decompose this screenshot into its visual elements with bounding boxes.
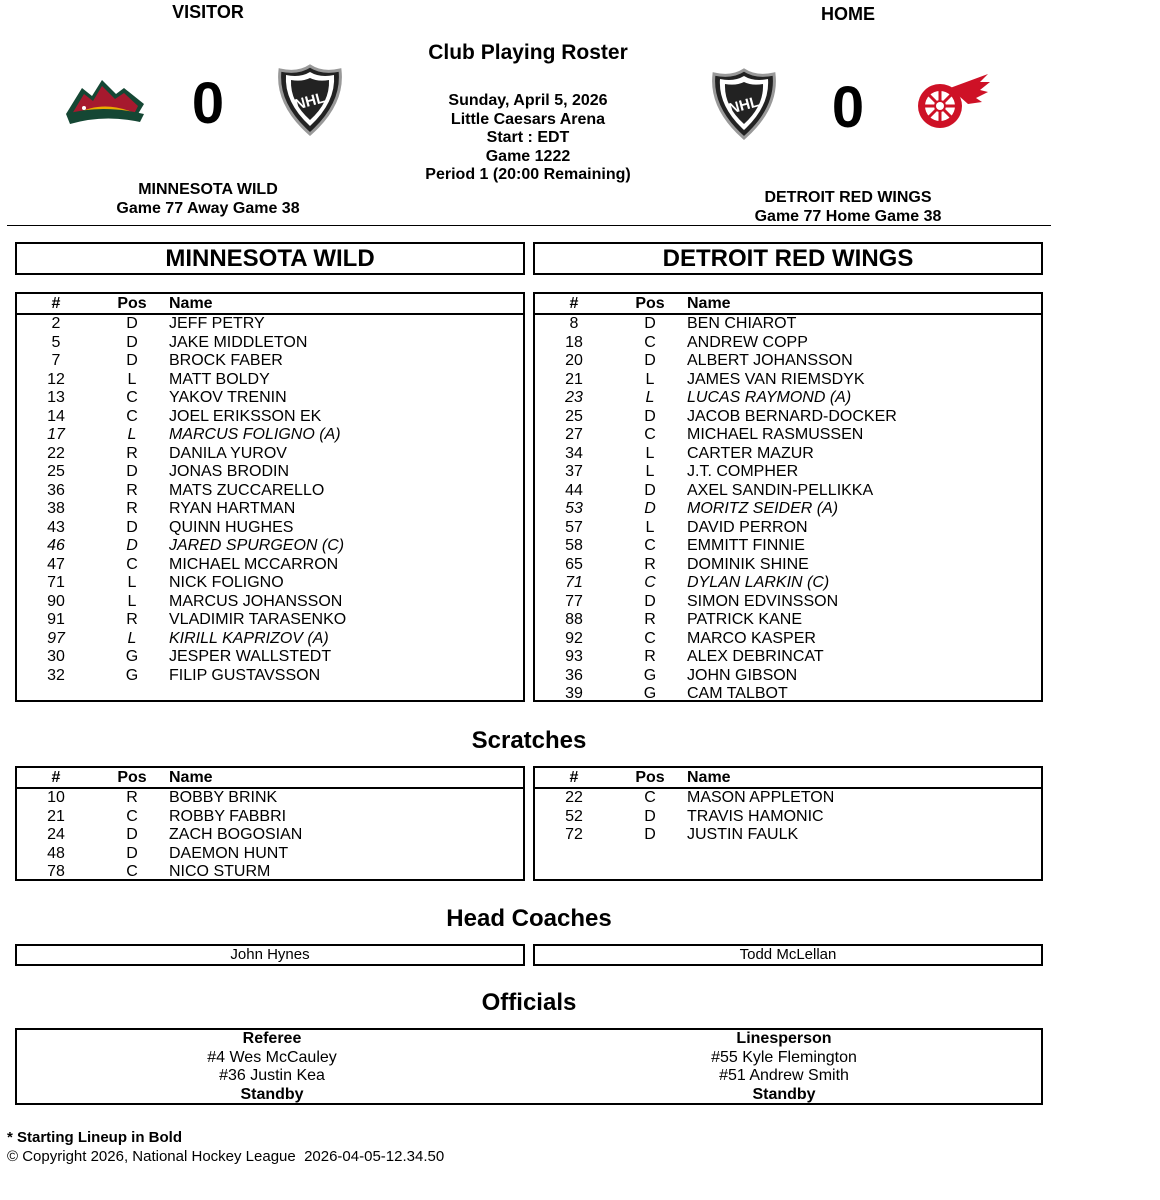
number-header: # [51,295,61,312]
player-name: JAMES VAN RIEMSDYK [687,370,865,388]
page-title: Club Playing Roster [428,41,628,64]
visitor-team-info [78,180,338,218]
player-number: 44 [565,481,583,499]
table-row [535,826,1041,845]
player-position: R [126,444,138,462]
player-position: D [126,537,138,554]
table-row [535,685,1041,704]
home-score: 0 [831,75,865,140]
detroit-red-wings-logo [910,70,992,132]
player-name: ALEX DEBRINCAT [687,648,824,665]
table-row [17,463,523,482]
number-header: # [569,295,579,312]
player-name: DYLAN LARKIN (C) [687,574,830,591]
table-row [17,845,523,864]
linesperson-standby-label: Standby [752,1085,816,1103]
table-row [17,630,523,649]
name-header: Name [687,295,731,312]
officials-table [15,1028,1043,1105]
visitor-team-name: MINNESOTA WILD [138,181,278,198]
starting-lineup-note: * Starting Lineup in Bold [7,1129,182,1146]
player-position: D [644,315,656,332]
player-name: JEFF PETRY [169,315,265,332]
player-name: DOMINIK SHINE [687,555,809,573]
game-date: Sunday, April 5, 2026 [448,92,608,109]
player-name: JONAS BRODIN [169,463,290,480]
player-name: CARTER MAZUR [687,444,814,462]
player-name: MICHAEL RASMUSSEN [687,426,864,443]
visitor-score: 0 [191,71,225,136]
visitor-scratch-rows [17,789,523,882]
player-number: 37 [565,463,583,480]
player-number: 90 [47,592,65,610]
position-header: Pos [635,769,665,786]
home-team-info [718,188,978,226]
officials-title: Officials [481,989,577,1016]
player-name: PATRICK KANE [687,611,802,628]
player-position: D [644,826,656,843]
player-name: QUINN HUGHES [169,518,294,536]
player-number: 10 [47,789,65,806]
table-row [17,789,523,808]
svg-text:NHL: NHL [726,93,761,118]
home-head-coach: Todd McLellan [533,944,1043,966]
table-row [535,630,1041,649]
player-number: 8 [569,315,579,332]
player-number: 14 [47,407,65,425]
player-position: C [126,863,138,880]
player-number: 24 [47,826,65,843]
player-name: LUCAS RAYMOND (A) [687,389,852,406]
home-roster-rows [535,315,1041,704]
player-position: L [645,463,655,480]
player-name: MATT BOLDY [169,370,270,388]
table-row [535,445,1041,464]
player-position: L [645,444,655,462]
table-row [17,315,523,334]
player-name: JOHN GIBSON [687,666,798,684]
nhl-shield-logo [276,64,344,136]
player-name: CAM TALBOT [687,685,788,702]
player-position: D [644,592,656,610]
table-row [17,537,523,556]
player-name: MICHAEL MCCARRON [169,555,339,573]
player-name: JACOB BERNARD-DOCKER [687,407,897,425]
position-header: Pos [635,295,665,312]
number-header: # [569,769,579,786]
table-row [535,648,1041,667]
player-name: KIRILL KAPRIZOV (A) [169,629,329,647]
player-name: JARED SPURGEON (C) [169,537,345,554]
table-row [17,519,523,538]
table-row [17,389,523,408]
game-venue: Little Caesars Arena [450,110,606,128]
player-number: 78 [47,863,65,880]
player-number: 22 [47,444,65,462]
player-number: 53 [565,500,583,517]
player-name: MORITZ SEIDER (A) [687,500,839,517]
copyright: © Copyright 2026, National Hockey League 2026-04-05-12.34.50 [7,1147,445,1165]
player-name: ROBBY FABBRI [169,807,287,825]
player-name: JOEL ERIKSSON EK [169,407,322,425]
player-position: D [126,463,138,480]
player-name: MATS ZUCCARELLO [169,481,325,499]
player-position: L [127,592,137,610]
player-name: AXEL SANDIN-PELLIKKA [687,481,874,499]
table-header [535,294,1041,315]
linesperson-label: Linesperson [736,1030,832,1047]
name-header: Name [687,769,731,786]
table-row [535,315,1041,334]
player-number: 43 [47,518,65,536]
player-number: 34 [565,444,583,462]
player-position: D [126,826,138,843]
player-position: R [126,789,138,806]
player-number: 20 [565,352,583,369]
player-position: R [126,481,138,499]
player-position: G [643,685,657,702]
table-row [535,371,1041,390]
referee-name: #4 Wes McCauley [207,1048,337,1066]
table-header [17,294,523,315]
svg-text:NHL: NHL [292,89,327,114]
player-name: ZACH BOGOSIAN [169,826,303,843]
player-position: R [126,611,138,628]
home-roster-table [533,292,1043,702]
player-position: C [644,333,656,351]
player-name: FILIP GUSTAVSSON [169,666,321,684]
minnesota-wild-logo [62,74,148,128]
player-number: 30 [47,648,65,665]
table-row [535,519,1041,538]
player-number: 21 [565,370,583,388]
player-name: JAKE MIDDLETON [169,333,308,351]
name-header: Name [169,295,213,312]
table-row [535,611,1041,630]
position-header: Pos [117,295,147,312]
player-name: BROCK FABER [169,352,283,369]
player-name: ALBERT JOHANSSON [687,352,853,369]
player-name: MARCUS FOLIGNO (A) [169,426,341,443]
table-row [535,500,1041,519]
player-name: DANILA YUROV [169,444,287,462]
home-game-record: Game 77 Home Game 38 [754,208,942,225]
home-scratch-rows [535,789,1041,845]
visitor-game-record: Game 77 Away Game 38 [116,200,300,217]
player-position: D [644,807,656,825]
linesperson-name: #51 Andrew Smith [719,1067,849,1084]
player-position: C [644,537,656,554]
player-position: L [127,426,137,443]
player-name: J.T. COMPHER [687,463,799,480]
player-position: G [125,648,139,665]
player-number: 36 [565,666,583,684]
player-number: 77 [565,592,583,610]
player-name: SIMON EDVINSSON [687,592,839,610]
name-header: Name [169,769,213,786]
linesperson-name: #55 Kyle Flemington [711,1048,857,1066]
player-position: D [126,352,138,369]
table-row [535,556,1041,575]
table-row [535,789,1041,808]
player-number: 65 [565,555,583,573]
game-number: Game 1222 [485,147,571,165]
home-label: HOME [821,4,875,24]
visitor-roster-table [15,292,525,702]
table-row [17,371,523,390]
table-row [17,808,523,827]
player-position: C [644,574,656,591]
table-header [535,768,1041,789]
table-row [535,537,1041,556]
player-number: 21 [47,807,65,825]
table-row [17,408,523,427]
player-name: NICK FOLIGNO [169,574,284,591]
visitor-roster-banner: MINNESOTA WILD [15,242,525,275]
player-number: 71 [565,574,583,591]
player-number: 36 [47,481,65,499]
player-position: D [126,518,138,536]
player-number: 5 [51,333,61,351]
head-coaches-title: Head Coaches [446,905,612,932]
table-row [17,482,523,501]
player-number: 97 [47,629,65,647]
player-position: D [644,352,656,369]
player-position: G [643,666,657,684]
table-row [17,445,523,464]
player-number: 12 [47,370,65,388]
player-number: 22 [565,789,583,806]
player-number: 93 [565,648,583,665]
player-number: 18 [565,333,583,351]
player-number: 25 [565,407,583,425]
player-name: NICO STURM [169,863,271,880]
player-position: C [644,789,656,806]
player-number: 52 [565,807,583,825]
player-number: 13 [47,389,65,406]
table-row [17,574,523,593]
player-name: ANDREW COPP [687,333,808,351]
player-name: DAEMON HUNT [169,844,289,862]
player-number: 32 [47,666,65,684]
player-number: 7 [51,352,61,369]
player-name: DAVID PERRON [687,518,808,536]
player-position: D [644,481,656,499]
player-name: TRAVIS HAMONIC [687,807,824,825]
game-start: Start : EDT [486,129,570,146]
number-header: # [51,769,61,786]
player-number: 25 [47,463,65,480]
player-position: C [126,407,138,425]
player-name: JUSTIN FAULK [687,826,799,843]
player-number: 47 [47,555,65,573]
table-row [535,408,1041,427]
table-row [17,556,523,575]
player-name: MARCO KASPER [687,629,816,647]
header-divider [7,225,1051,226]
player-number: 88 [565,611,583,628]
visitor-head-coach: John Hynes [15,944,525,966]
player-position: C [126,389,138,406]
table-row [17,334,523,353]
referee-name: #36 Justin Kea [219,1067,325,1084]
player-position: D [126,315,138,332]
home-team-name: DETROIT RED WINGS [764,189,932,206]
table-row [17,863,523,882]
player-position: L [127,574,137,591]
table-row [535,574,1041,593]
table-row [17,667,523,686]
table-header [17,768,523,789]
player-name: VLADIMIR TARASENKO [169,611,347,628]
table-row [17,826,523,845]
player-position: R [644,648,656,665]
player-number: 58 [565,537,583,554]
game-info [378,92,678,185]
player-name: MASON APPLETON [687,789,835,806]
player-name: EMMITT FINNIE [687,537,805,554]
player-position: D [126,844,138,862]
player-number: 71 [47,574,65,591]
table-row [17,500,523,519]
nhl-shield-logo [710,68,778,140]
table-row [535,463,1041,482]
table-row [535,426,1041,445]
footer [7,1129,444,1166]
table-row [17,611,523,630]
player-number: 2 [51,315,61,332]
player-position: R [126,500,138,517]
player-number: 91 [47,611,65,628]
player-position: L [127,629,137,647]
visitor-scratches-table [15,766,525,881]
player-number: 17 [47,426,65,443]
player-number: 27 [565,426,583,443]
player-position: D [644,407,656,425]
player-position: D [644,500,656,517]
player-position: C [644,629,656,647]
visitor-roster-rows [17,315,523,685]
player-position: L [645,370,655,388]
player-position: C [644,426,656,443]
player-number: 46 [47,537,65,554]
table-row [535,593,1041,612]
position-header: Pos [117,769,147,786]
home-scratches-table [533,766,1043,881]
player-name: BOBBY BRINK [169,789,278,806]
player-position: R [644,611,656,628]
player-number: 39 [565,685,583,702]
referee-label: Referee [242,1030,302,1047]
table-row [535,334,1041,353]
table-row [17,593,523,612]
table-row [535,482,1041,501]
player-number: 23 [565,389,583,406]
player-number: 38 [47,500,65,517]
linespersons-column [529,1030,1039,1104]
player-name: BEN CHIAROT [687,315,797,332]
player-position: R [644,555,656,573]
player-name: MARCUS JOHANSSON [169,592,343,610]
table-row [535,808,1041,827]
referee-standby-label: Standby [240,1085,304,1103]
player-position: C [126,555,138,573]
player-position: L [645,389,655,406]
player-name: YAKOV TRENIN [169,389,287,406]
player-position: C [126,807,138,825]
home-roster-banner: DETROIT RED WINGS [533,242,1043,275]
visitor-label: VISITOR [172,2,244,22]
player-name: JESPER WALLSTEDT [169,648,332,665]
table-row [535,667,1041,686]
table-row [17,352,523,371]
player-position: L [127,370,137,388]
referees-column [17,1030,527,1104]
player-number: 57 [565,518,583,536]
player-name: RYAN HARTMAN [169,500,296,517]
player-number: 72 [565,826,583,843]
table-row [17,426,523,445]
player-position: L [645,518,655,536]
player-position: G [125,666,139,684]
table-row [17,648,523,667]
player-position: D [126,333,138,351]
game-period: Period 1 (20:00 Remaining) [425,166,631,183]
scratches-title: Scratches [471,727,587,754]
table-row [535,389,1041,408]
player-number: 92 [565,629,583,647]
table-row [535,352,1041,371]
player-number: 48 [47,844,65,862]
